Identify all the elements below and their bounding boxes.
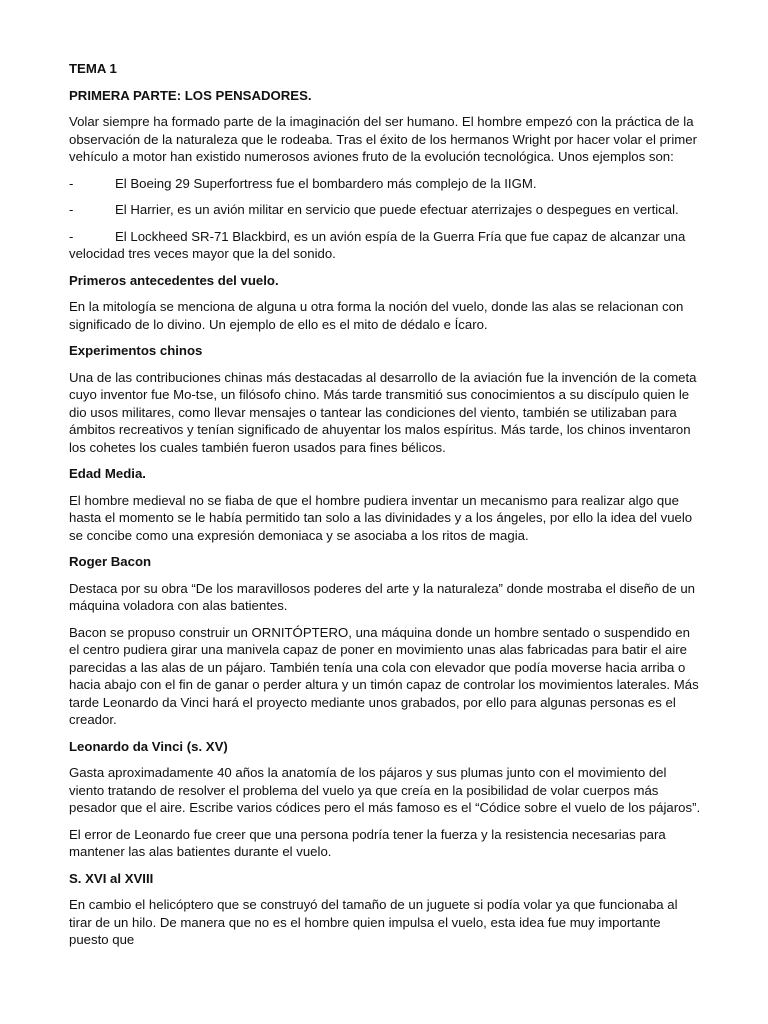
paragraph-bacon-obra: Destaca por su obra “De los maravillosos poderes del arte y la naturaleza” donde mostraba el diseño de un máquina voladora con alas batientes. xyxy=(69,580,696,613)
bullet-marker: - xyxy=(69,202,74,217)
bullet-marker: - xyxy=(69,175,74,191)
paragraph-chinos: Una de las contribuciones chinas más destacadas al desarrollo de la aviación fue la invención de la cometa cuyo inventor fue Mo-tse, un filósofo chino. Más tarde transmitió sus conocimientos a su discípulo quien le dio usos militares, como llevar mensajes o tantear las condiciones del viento, también se utilizaban para ámbitos recreativos y tenían significado de ahuyentar los malos espíritus. Más tarde, los chinos inventaron los cohetes los cuales también fueron usados para fines bélicos. xyxy=(69,369,697,455)
paragraph-bacon-ornitoptero: Bacon se propuso construir un ORNITÓPTERO, una máquina donde un hombre sentado o suspendido en el centro pudiera girar una manivela capaz de poner en movimiento unas alas fabricadas para batir el aire parecidas a las alas de un pájaro. También tenía una cola con elevador que podía moverse hacia arriba o hacia abajo con el fin de ganar o perder altura y un timón capaz de controlar los movimientos laterales. Más tarde Leonardo da Vinci hará el proyecto mediante unos grabados, por ello para algunas personas es el creador. xyxy=(69,624,699,727)
heading-experimentos-chinos: Experimentos chinos xyxy=(69,343,203,358)
bullet-lockheed xyxy=(69,228,701,263)
bullet-text: El Lockheed SR-71 Blackbird, es un avión espía de la Guerra Fría que fue capaz de alcanzar una xyxy=(115,228,686,244)
heading-roger-bacon: Roger Bacon xyxy=(69,554,152,569)
heading-leonardo: Leonardo da Vinci (s. XV) xyxy=(69,738,228,754)
bullet-text: El Boeing 29 Superfortress fue el bombardero más complejo de la IIGM. xyxy=(115,175,537,191)
heading-primera-parte: PRIMERA PARTE: LOS PENSADORES. xyxy=(69,87,312,103)
bullet-text: El Harrier, es un avión militar en servicio que puede efectuar aterrizajes o despegues en vertical. xyxy=(115,202,679,217)
heading-antecedentes: Primeros antecedentes del vuelo. xyxy=(69,272,279,288)
bullet-harrier xyxy=(69,201,701,219)
heading-edad-media: Edad Media. xyxy=(69,466,146,481)
document-page xyxy=(69,60,701,958)
paragraph-leonardo-anatomia: Gasta aproximadamente 40 años la anatomía de los pájaros y sus plumas junto con el movimiento del viento tratando de resolver el problema del vuelo ya que creía en la posibilidad de volar cuerpos más pesador que el aire. Escribe varios códices pero el más famoso es el “Códice sobre el vuelo de los pájaros”. xyxy=(69,765,701,815)
bullet-boeing xyxy=(69,175,701,193)
bullet-marker: - xyxy=(69,228,74,244)
paragraph-edad-media: El hombre medieval no se fiaba de que el hombre pudiera inventar un mecanismo para realizar algo que hasta el momento se le había permitido tan solo a las divinidades y a los ángeles, por ello la idea del vuelo se concibe como una expresión demoniaca y se asociaba a los ritos de magia. xyxy=(69,492,693,543)
heading-tema: TEMA 1 xyxy=(69,61,117,76)
paragraph-leonardo-error: El error de Leonardo fue creer que una persona podría tener la fuerza y la resistencia necesarias para mantener las alas batientes durante el vuelo. xyxy=(69,826,666,859)
paragraph-intro: Volar siempre ha formado parte de la imaginación del ser humano. El hombre empezó con la práctica de la observación de la naturaleza que le rodeaba. Tras el éxito de los hermanos Wright por hacer volar el primer vehículo a motor han existido numerosos aviones fruto de la evolución tecnológica. Unos ejemplos son: xyxy=(69,114,697,164)
paragraph-helicoptero: En cambio el helicóptero que se construyó del tamaño de un juguete si podía volar ya que funcionaba al tirar de un hilo. De manera que no es el hombre quien impulsa el vuelo, esta idea fue muy importante puesto que xyxy=(69,897,678,947)
paragraph-mitologia: En la mitología se menciona de alguna u otra forma la noción del vuelo, donde las alas se relacionan con significado de lo divino. Un ejemplo de ello es el mito de dédalo e Ícaro. xyxy=(69,299,684,332)
bullet-continuation: velocidad tres veces mayor que la del sonido. xyxy=(69,246,336,261)
heading-siglos-xvi-xviii: S. XVI al XVIII xyxy=(69,870,154,886)
